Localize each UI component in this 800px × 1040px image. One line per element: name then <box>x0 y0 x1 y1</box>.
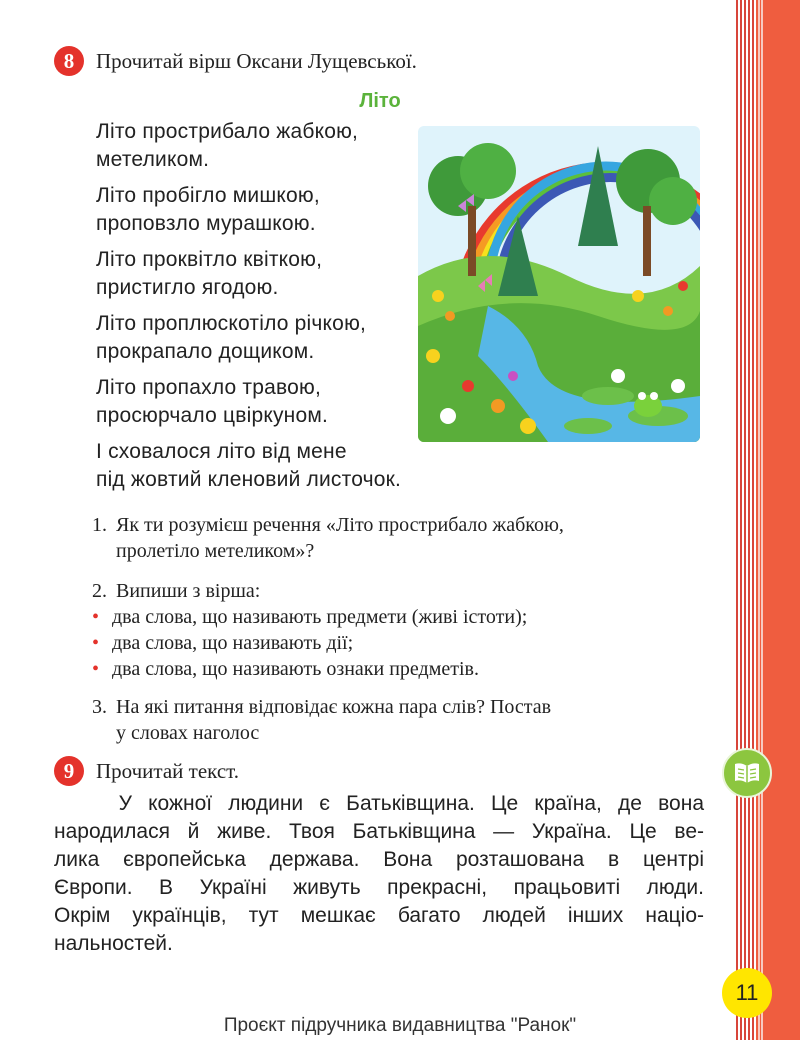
task-9-badge: 9 <box>54 756 84 786</box>
poem-title: Літо <box>359 90 401 112</box>
bullet-item <box>92 656 712 682</box>
open-book-icon-svg <box>733 762 761 784</box>
text-line: У кожної людини є Батьківщина. Це країна, де вона <box>54 792 704 815</box>
side-stripes-thin <box>758 0 764 1040</box>
bullet-icon: • <box>92 606 100 628</box>
task-9-title: Прочитай текст. <box>96 759 240 783</box>
bullet-text: два слова, що називають дії; <box>112 632 354 654</box>
bullet-icon: • <box>92 632 100 654</box>
poem-line: І сховалося літо від мене <box>96 440 347 463</box>
text-line: Європи. В Україні живуть прекрасні, працьовиті люди. <box>54 876 704 899</box>
task-9-text <box>54 790 704 958</box>
bullet-text: два слова, що називають ознаки предметів. <box>112 658 479 680</box>
question-text: у словах наголос <box>116 722 260 744</box>
bullet-item <box>92 604 712 630</box>
bullet-text: два слова, що називають предмети (живі істоти); <box>112 606 528 628</box>
bullet-icon: • <box>92 658 100 680</box>
landscape-svg <box>418 126 700 442</box>
poem-line: Літо проквітло квіткою, <box>96 248 323 271</box>
question-1 <box>92 512 712 564</box>
poem-line: проповзло мурашкою. <box>96 212 316 235</box>
poem-line: просюрчало цвіркуном. <box>96 404 329 427</box>
poem-stanza <box>96 246 401 302</box>
text-line: народилася й живе. Твоя Батьківщина — Україна. Це ве- <box>54 820 704 843</box>
poem-stanza <box>96 374 401 430</box>
open-book-icon <box>722 748 772 798</box>
question-2 <box>92 578 712 682</box>
side-stripes <box>736 0 756 1040</box>
text-line: Окрім українців, тут мешкає багато людей інших націо- <box>54 904 704 927</box>
text-line: нальностей. <box>54 932 173 955</box>
poem-stanza <box>96 118 401 174</box>
poem-line: Літо пробігло мишкою, <box>96 184 320 207</box>
task-8-badge: 8 <box>54 46 84 76</box>
poem-line: під жовтий кленовий листочок. <box>96 468 402 491</box>
page-number: 11 <box>722 968 772 1018</box>
poem <box>96 118 401 502</box>
poem-line: Літо пропахло травою, <box>96 376 321 399</box>
question-number: 3. <box>92 696 107 718</box>
question-number: 2. <box>92 580 107 602</box>
question-text: Як ти розумієш речення «Літо прострибало жабкою, <box>116 514 564 536</box>
footer-credit: Проєкт підручника видавництва "Ранок" <box>223 1015 577 1036</box>
poem-line: метеликом. <box>96 148 210 171</box>
summer-landscape-illustration <box>418 126 700 442</box>
question-number: 1. <box>92 514 107 536</box>
poem-stanza <box>96 182 401 238</box>
question-3 <box>92 694 712 746</box>
question-text: Випиши з вірша: <box>116 580 261 602</box>
task-8-title: Прочитай вірш Оксани Лущевської. <box>96 49 417 73</box>
poem-line: пристигло ягодою. <box>96 276 279 299</box>
poem-line: Літо прострибало жабкою, <box>96 120 359 143</box>
poem-stanza <box>96 438 401 494</box>
question-text: На які питання відповідає кожна пара слів? Постав <box>116 696 552 718</box>
bullet-item <box>92 630 712 656</box>
poem-line: Літо проплюскотіло річкою, <box>96 312 367 335</box>
text-line: лика європейська держава. Вона розташована в центрі <box>54 848 704 871</box>
poem-stanza <box>96 310 401 366</box>
poem-line: прокрапало дощиком. <box>96 340 315 363</box>
question-text: пролетіло метеликом»? <box>116 540 315 562</box>
